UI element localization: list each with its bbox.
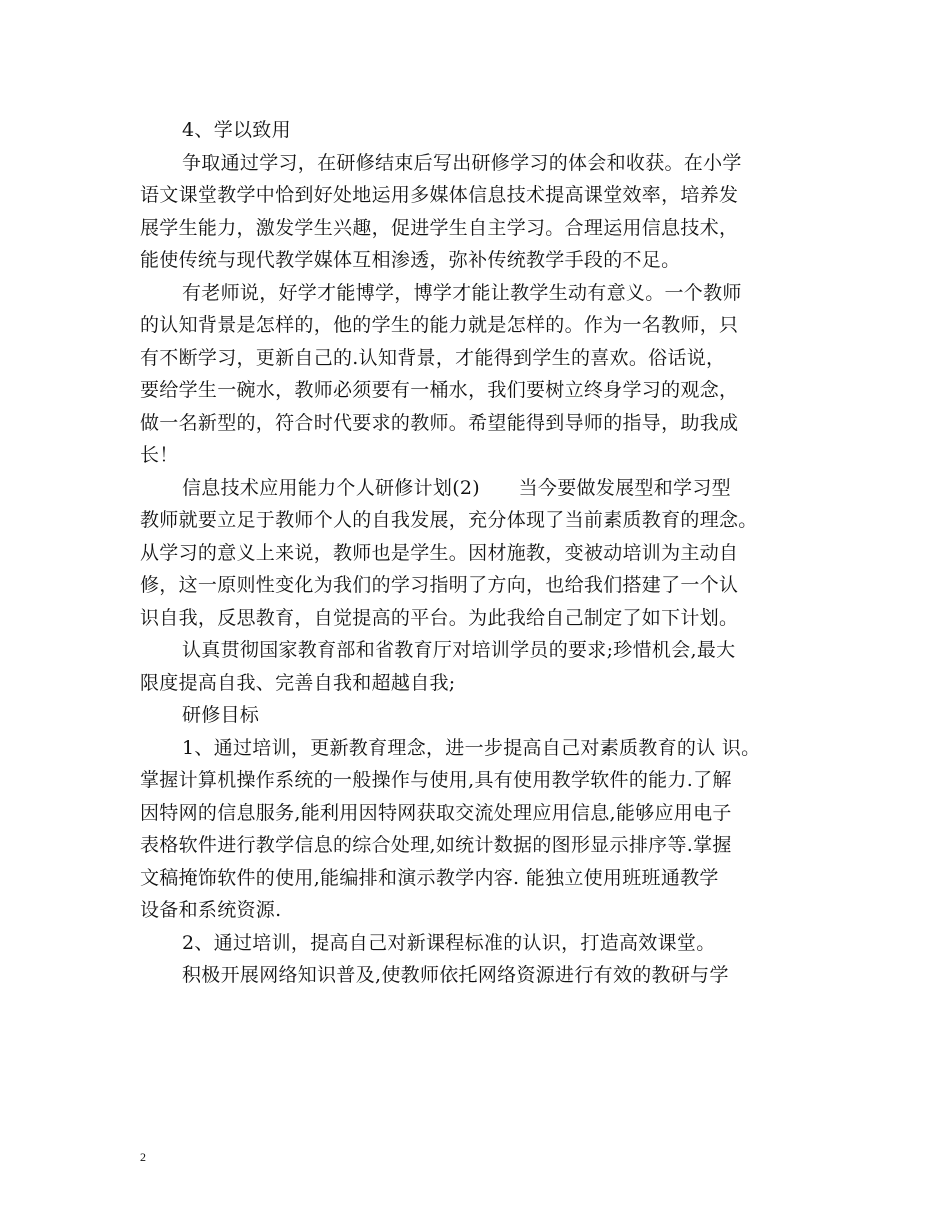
paragraph-line: 识自我，反思教育，自觉提高的平台。为此我给自己制定了如下计划。	[140, 606, 739, 629]
paragraph-line: 掌握计算机操作系统的一般操作与使用,具有使用教学软件的能力.了解	[140, 769, 732, 791]
paragraph-line: 从学习的意义上来说，教师也是学生。因材施教，变被动培训为主动自	[140, 541, 739, 564]
section-heading: 研修目标	[182, 704, 260, 726]
paragraph-line: 信息技术应用能力个人研修计划(2) 当今要做发展型和学习型	[182, 476, 731, 499]
paragraph-line: 设备和系统资源.	[140, 899, 282, 921]
paragraph-line: 1、通过培训，更新教育理念，进一步提高自己对素质教育的认 识。	[182, 736, 761, 759]
paragraph-line: 积极开展网络知识普及,使教师依托网络资源进行有效的教研与学	[182, 964, 729, 986]
page-number: 2	[140, 1150, 146, 1164]
paragraph-line: 修，这一原则性变化为我们的学习指明了方向，也给我们搭建了一个认	[140, 574, 739, 596]
section-heading: 4、学以致用	[182, 119, 291, 141]
paragraph-line: 文稿掩饰软件的使用,能编排和演示教学内容. 能独立使用班班通教学	[140, 866, 719, 889]
paragraph-line: 长！	[140, 444, 179, 466]
paragraph-line: 能使传统与现代教学媒体互相渗透，弥补传统教学手段的不足。	[140, 249, 681, 271]
paragraph-line: 2、通过培训，提高自己对新课程标准的认识，打造高效课堂。	[182, 931, 716, 954]
paragraph-line: 的认知背景是怎样的，他的学生的能力就是怎样的。作为一名教师，只	[140, 314, 739, 336]
paragraph-line: 因特网的信息服务,能利用因特网获取交流处理应用信息,能够应用电子	[140, 801, 732, 824]
paragraph-line: 有老师说，好学才能博学，博学才能让教学生动有意义。一个教师	[182, 281, 742, 304]
paragraph-line: 要给学生一碗水，教师必须要有一桶水，我们要树立终身学习的观念，	[140, 379, 739, 401]
document-body	[140, 114, 830, 992]
paragraph-line: 限度提高自我、完善自我和超越自我;	[140, 671, 456, 694]
paragraph-line: 展学生能力，激发学生兴趣，促进学生自主学习。合理运用信息技术，	[140, 216, 739, 239]
paragraph-line: 有不断学习，更新自己的.认知背景，才能得到学生的喜欢。俗话说，	[140, 346, 726, 369]
paragraph-line: 认真贯彻国家教育部和省教育厅对培训学员的要求;珍惜机会,最大	[182, 639, 736, 661]
paragraph-line: 做一名新型的，符合时代要求的教师。希望能得到导师的指导，助我成	[140, 411, 739, 434]
paragraph-line: 教师就要立足于教师个人的自我发展，充分体现了当前素质教育的理念。	[140, 509, 758, 531]
paragraph-line: 表格软件进行教学信息的综合处理,如统计数据的图形显示排序等.掌握	[140, 834, 732, 856]
paragraph-line: 语文课堂教学中恰到好处地运用多媒体信息技术提高课堂效率，培养发	[140, 184, 739, 206]
paragraph-line: 争取通过学习，在研修结束后写出研修学习的体会和收获。在小学	[182, 151, 742, 174]
